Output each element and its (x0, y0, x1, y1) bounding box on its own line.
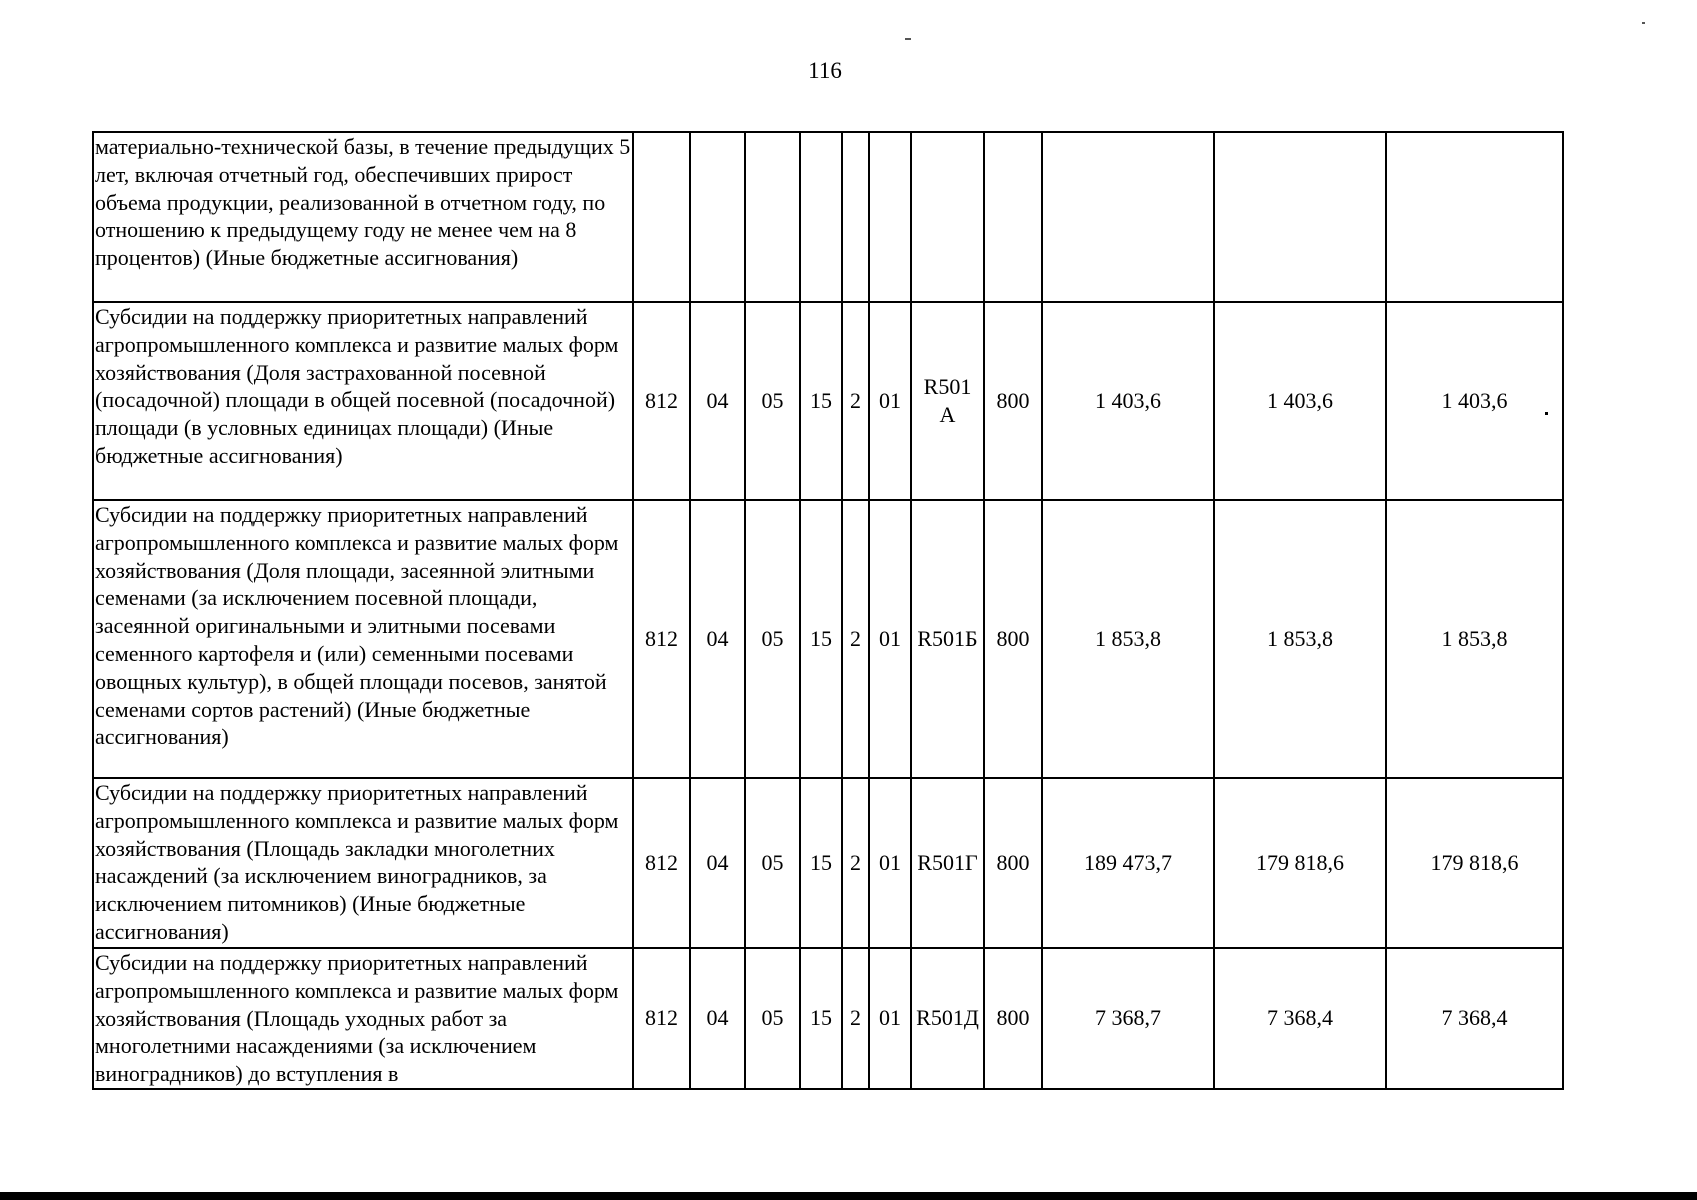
direction-code: R501Б (911, 500, 984, 778)
amount-year-1: 189 473,7 (1042, 778, 1214, 948)
subsection-code: 05 (745, 500, 800, 778)
amount-year-2: 179 818,6 (1214, 778, 1386, 948)
program-code: 15 (800, 500, 842, 778)
ministry-code: 812 (633, 948, 690, 1089)
expense-type-code: 800 (984, 778, 1042, 948)
budget-table (92, 131, 1564, 1090)
subprogram-code: 2 (842, 948, 869, 1089)
amount-year-3: 1 403,6 (1386, 302, 1563, 500)
event-code (869, 132, 911, 302)
program-code: 15 (800, 302, 842, 500)
direction-code (911, 132, 984, 302)
row-description: Субсидии на поддержку приоритетных направлений агропромышленного комплекса и развитие малых форм хозяйствования (Доля застрахованной посевной (посадочной) площади в общей посевной (посадочной) площади (в условных единицах площади) (Иные бюджетные ассигнования) (93, 302, 633, 500)
amount-year-1: 1 403,6 (1042, 302, 1214, 500)
subprogram-code: 2 (842, 778, 869, 948)
section-code: 04 (690, 302, 745, 500)
amount-year-3 (1386, 132, 1563, 302)
row-description: Субсидии на поддержку приоритетных направлений агропромышленного комплекса и развитие малых форм хозяйствования (Площадь закладки многолетних насаждений (за исключением виноградников, за исключением питомников) (Иные бюджетные ассигнования) (93, 778, 633, 948)
row-description: Субсидии на поддержку приоритетных направлений агропромышленного комплекса и развитие малых форм хозяйствования (Площадь уходных работ за многолетними насаждениями (за исключением виноградников) до вступления в (93, 948, 633, 1089)
ministry-code (633, 132, 690, 302)
expense-type-code: 800 (984, 500, 1042, 778)
section-code: 04 (690, 500, 745, 778)
table-row (93, 302, 1563, 500)
event-code: 01 (869, 948, 911, 1089)
direction-code: R501Г (911, 778, 984, 948)
section-code (690, 132, 745, 302)
subsection-code: 05 (745, 302, 800, 500)
amount-year-1: 1 853,8 (1042, 500, 1214, 778)
amount-year-1 (1042, 132, 1214, 302)
event-code: 01 (869, 302, 911, 500)
row-description: материально-технической базы, в течение предыдущих 5 лет, включая отчетный год, обеспечивших прирост объема продукции, реализованной в отчетном году, по отношению к предыдущему году не менее чем на 8 процентов) (Иные бюджетные ассигнования) (93, 132, 633, 302)
scan-speck (905, 38, 911, 40)
event-code: 01 (869, 778, 911, 948)
amount-year-2: 1 853,8 (1214, 500, 1386, 778)
amount-year-2 (1214, 132, 1386, 302)
program-code: 15 (800, 948, 842, 1089)
subsection-code: 05 (745, 778, 800, 948)
subsection-code (745, 132, 800, 302)
expense-type-code (984, 132, 1042, 302)
table-row (93, 132, 1563, 302)
subprogram-code: 2 (842, 500, 869, 778)
row-description: Субсидии на поддержку приоритетных направлений агропромышленного комплекса и развитие малых форм хозяйствования (Доля площади, засеянной элитными семенами (за исключением посевной площади, засеянной оригинальными и элитными посевами семенного картофеля и (или) семенными посевами овощных культур), в общей площади посевов, занятой семенами сортов растений) (Иные бюджетные ассигнования) (93, 500, 633, 778)
section-code: 04 (690, 778, 745, 948)
subprogram-code (842, 132, 869, 302)
amount-year-3: 179 818,6 (1386, 778, 1563, 948)
subsection-code: 05 (745, 948, 800, 1089)
table-row (93, 500, 1563, 778)
direction-code: R501 А (911, 302, 984, 500)
amount-year-1: 7 368,7 (1042, 948, 1214, 1089)
scan-speck (1545, 412, 1548, 415)
table-row (93, 778, 1563, 948)
amount-year-2: 1 403,6 (1214, 302, 1386, 500)
scan-edge-bar (0, 1192, 1697, 1200)
expense-type-code: 800 (984, 302, 1042, 500)
event-code: 01 (869, 500, 911, 778)
direction-code: R501Д (911, 948, 984, 1089)
expense-type-code: 800 (984, 948, 1042, 1089)
page-number: 116 (808, 58, 842, 83)
amount-year-2: 7 368,4 (1214, 948, 1386, 1089)
amount-year-3: 7 368,4 (1386, 948, 1563, 1089)
table-row (93, 948, 1563, 1089)
amount-year-3: 1 853,8 (1386, 500, 1563, 778)
program-code (800, 132, 842, 302)
ministry-code: 812 (633, 500, 690, 778)
program-code: 15 (800, 778, 842, 948)
subprogram-code: 2 (842, 302, 869, 500)
scan-speck (1642, 22, 1645, 24)
section-code: 04 (690, 948, 745, 1089)
ministry-code: 812 (633, 302, 690, 500)
ministry-code: 812 (633, 778, 690, 948)
